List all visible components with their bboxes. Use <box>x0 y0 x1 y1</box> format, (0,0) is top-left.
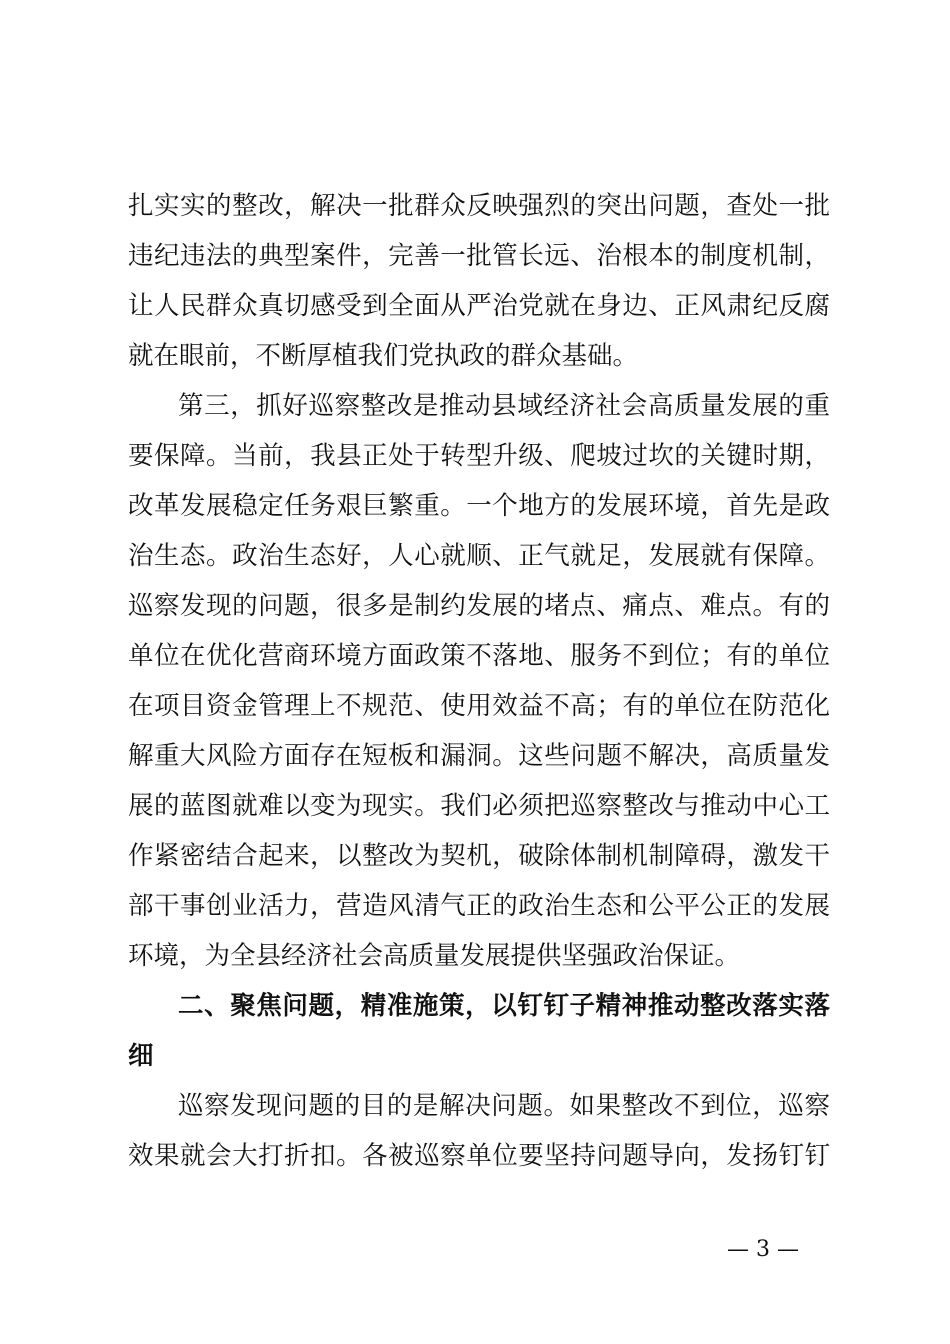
page-number: — 3 — <box>727 1237 799 1262</box>
body-text-line: 扎实实的整改，解决一批群众反映强烈的突出问题，查处一批 <box>128 191 830 221</box>
body-text-line: 展的蓝图就难以变为现实。我们必须把巡察整改与推动中心工 <box>128 791 830 821</box>
body-text-line: 在项目资金管理上不规范、使用效益不高；有的单位在防范化 <box>128 691 830 721</box>
body-text-line: 单位在优化营商环境方面政策不落地、服务不到位；有的单位 <box>128 641 830 671</box>
paragraph-first-line: 第三，抓好巡察整改是推动县域经济社会高质量发展的重 <box>178 391 830 421</box>
body-text-line: 要保障。当前，我县正处于转型升级、爬坡过坎的关键时期， <box>128 441 830 471</box>
body-text-line: 违纪违法的典型案件，完善一批管长远、治根本的制度机制， <box>128 241 830 271</box>
section-heading: 二、聚焦问题，精准施策，以钉钉子精神推动整改落实落 <box>178 991 830 1021</box>
body-text-line: 让人民群众真切感受到全面从严治党就在身边、正风肃纪反腐 <box>128 291 830 321</box>
body-text-line: 治生态。政治生态好，人心就顺、正气就足，发展就有保障。 <box>128 541 830 571</box>
body-text-line: 效果就会大打折扣。各被巡察单位要坚持问题导向，发扬钉钉 <box>128 1141 830 1171</box>
body-text-line: 环境，为全县经济社会高质量发展提供坚强政治保证。 <box>128 941 741 971</box>
body-text-line: 部干事创业活力，营造风清气正的政治生态和公平公正的发展 <box>128 891 830 921</box>
section-heading-continued: 细 <box>128 1041 154 1071</box>
body-text-line: 就在眼前，不断厚植我们党执政的群众基础。 <box>128 341 639 371</box>
paragraph-first-line: 巡察发现问题的目的是解决问题。如果整改不到位，巡察 <box>178 1091 830 1121</box>
body-text-line: 巡察发现的问题，很多是制约发展的堵点、痛点、难点。有的 <box>128 591 830 621</box>
body-text-line: 改革发展稳定任务艰巨繁重。一个地方的发展环境，首先是政 <box>128 491 830 521</box>
body-text-line: 解重大风险方面存在短板和漏洞。这些问题不解决，高质量发 <box>128 741 830 771</box>
body-text-line: 作紧密结合起来，以整改为契机，破除体制机制障碍，激发干 <box>128 841 830 871</box>
